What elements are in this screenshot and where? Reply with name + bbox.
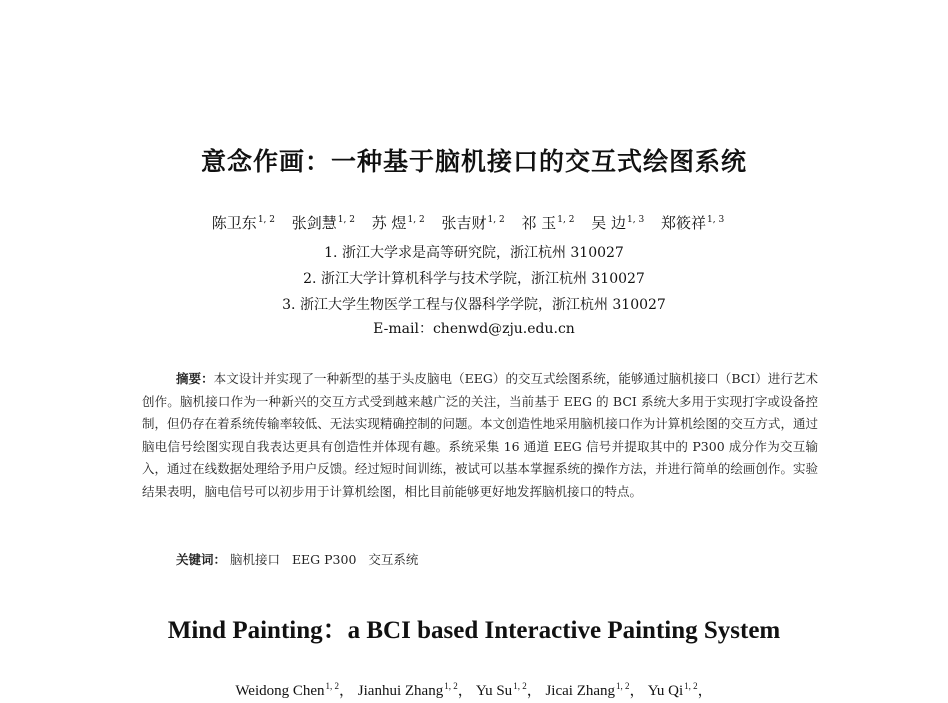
keyword: EEG P300 — [291, 552, 357, 567]
author-name: 陈卫东 — [211, 214, 257, 232]
author-affiliation-mark: 1, 2 — [557, 215, 575, 225]
author-affiliation-mark: 1, 2 — [444, 681, 458, 691]
author-name: 郑筱祥 — [661, 214, 707, 232]
author-name-en: Jianhui Zhang — [357, 683, 444, 699]
author-affiliation-mark: 1, 2 — [487, 215, 505, 225]
author-affiliation-mark: 1, 3 — [707, 215, 725, 225]
abstract-label: 摘要： — [176, 371, 214, 386]
author-name-en: Jicai Zhang — [545, 683, 616, 699]
author-affiliation-mark: 1, 2 — [684, 681, 698, 691]
author-separator: ， — [339, 683, 355, 699]
contact-email: E-mail：chenwd@zju.edu.cn — [373, 321, 575, 337]
author-affiliation-mark: 1, 2 — [257, 215, 275, 225]
abstract-text: 本文设计并实现了一种新型的基于头皮脑电（EEG）的交互式绘图系统，能够通过脑机接口（BCI）进行艺术创作。脑机接口作为一种新兴的交互方式受到越来越广泛的关注，当前基于 EEG 的 BCI 系统大多用于实现打字或设备控制，但仍存在着系统传输率较低、无法实现精确控制的问题。本文创造性地采用脑机接口作为计算机绘图的交互方式，通过脑电信号绘图实现自我表达更具有创造性并体现有趣。系统采集 16 通道 EEG 信号并提取其中的 P300 成分作为交互输入，通过在线数据处理给予用户反馈。经过短时间训练，被试可以基本掌握系统的操作方法，并进行简单的绘画创作。实验结果表明，脑电信号可以初步用于计算机绘图，相比目前能够更好地发挥脑机接口的特点。 — [142, 371, 818, 499]
author-name: 苏 煜 — [371, 214, 407, 232]
keywords-label: 关键词： — [176, 552, 227, 567]
abstract-section — [142, 368, 818, 503]
author-affiliation-mark: 1, 2 — [616, 681, 630, 691]
author-name: 张吉财 — [441, 214, 487, 232]
author-name-en: Weidong Chen — [235, 683, 325, 699]
author-name-en: Yu Su — [475, 683, 513, 699]
author-affiliation-mark: 1, 2 — [407, 215, 425, 225]
author-affiliation-mark: 1, 2 — [337, 215, 355, 225]
author-name: 张剑慧 — [291, 214, 337, 232]
author-list-chinese — [0, 212, 948, 233]
author-name-en: Yu Qi — [647, 683, 684, 699]
author-name: 祁 玉 — [521, 214, 557, 232]
author-list-english — [0, 679, 948, 700]
affiliation-1: 1. 浙江大学求是高等研究院，浙江杭州 310027 — [324, 245, 624, 261]
keywords-section — [176, 550, 816, 568]
author-affiliation-mark: 1, 2 — [325, 681, 340, 691]
author-affiliation-mark: 1, 2 — [513, 681, 527, 691]
affiliation-2: 2. 浙江大学计算机科学与技术学院，浙江杭州 310027 — [303, 271, 645, 287]
author-name: 吴 边 — [591, 214, 627, 232]
paper-title-chinese: 意念作画：一种基于脑机接口的交互式绘图系统 — [200, 147, 747, 176]
author-separator: ， — [629, 683, 645, 699]
author-affiliation-mark: 1, 3 — [627, 215, 645, 225]
author-separator: ， — [526, 683, 542, 699]
author-separator: ， — [697, 683, 713, 699]
keyword: 交互系统 — [368, 552, 419, 567]
keyword: 脑机接口 — [230, 552, 281, 567]
affiliation-3: 3. 浙江大学生物医学工程与仪器科学学院，浙江杭州 310027 — [282, 297, 666, 313]
author-separator: ， — [457, 683, 473, 699]
paper-title-english: Mind Painting：a BCI based Interactive Painting System — [167, 617, 781, 644]
